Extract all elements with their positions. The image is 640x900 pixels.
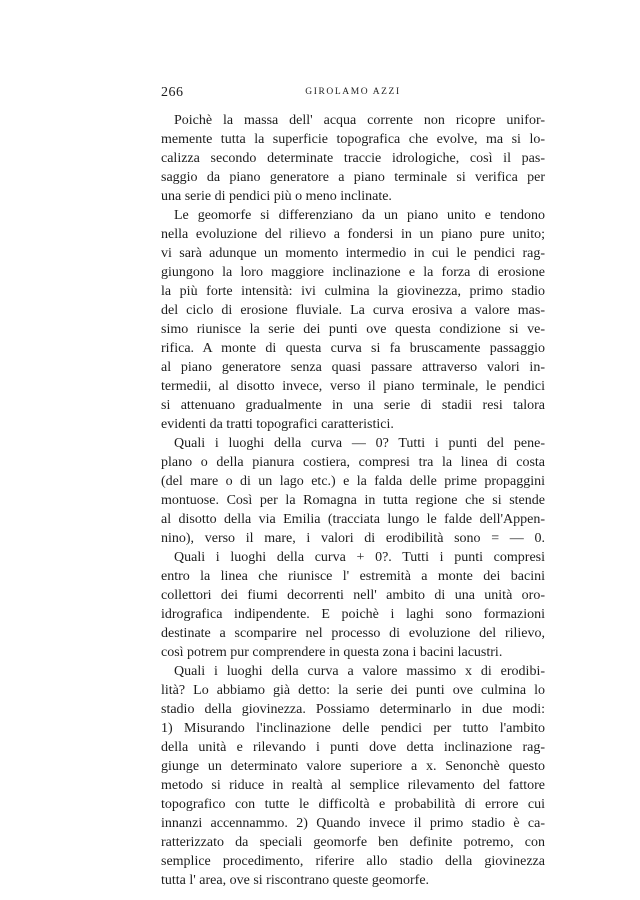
text-line: innanzi accennammo. 2) Quando invece il primo stadio è ca- [161, 816, 545, 831]
text-line: plano o della pianura costiera, compresi tra la linea di costa [161, 455, 545, 470]
text-line: calizza secondo determinate traccie idrologiche, così il pas- [161, 151, 545, 166]
text-line: giunge un determinato valore superiore a x. Senonchè questo [161, 759, 545, 774]
text-line: evidenti da tratti topografici caratteristici. [161, 417, 394, 432]
text-line: si attenuano gradualmente in una serie di stadii resi talora [161, 398, 545, 413]
page-header [161, 85, 545, 105]
text-line: semplice procedimento, riferire allo stadio della giovinezza [161, 854, 545, 869]
text-line: lità? Lo abbiamo già detto: la serie dei punti ove culmina lo [161, 683, 545, 698]
text-line: montuose. Così per la Romagna in tutta regione che si stende [161, 493, 545, 508]
text-line: giungono la loro maggiore inclinazione e la forza di erosione [161, 265, 545, 280]
text-line: idrografica indipendente. E poichè i laghi sono formazioni [161, 607, 545, 622]
text-line: topografico con tutte le difficoltà e probabilità di errore cui [161, 797, 545, 812]
text-line: tutta l' area, ove si riscontrano queste geomorfe. [161, 873, 430, 888]
text-line: simo riunisce la serie dei punti ove questa condizione si ve- [161, 322, 545, 337]
text-line: al disotto della via Emilia (tracciata lungo le falde dell'Appen- [161, 512, 545, 527]
text-line: (del mare o di un lago etc.) e la falda delle prime propaggini [161, 474, 545, 489]
text-line: Quali i luoghi della curva + 0?. Tutti i punti compresi [174, 550, 545, 565]
text-line: Le geomorfe si differenziano da un piano unito e tendono [174, 208, 545, 223]
text-line: termedii, al disotto invece, verso il piano terminale, le pendici [161, 379, 545, 394]
text-line: del ciclo di erosione fluviale. La curva erosiva a valore mas- [161, 303, 545, 318]
text-line: saggio da piano generatore a piano terminale si verifica per [161, 170, 545, 185]
body-text [161, 111, 545, 890]
text-line: 1) Misurando l'inclinazione delle pendici per tutto l'ambito [161, 721, 545, 736]
text-line: metodo si riduce in realtà al semplice rilevamento del fattore [161, 778, 545, 793]
text-line: memente tutta la superficie topografica che evolve, ma si lo- [161, 132, 545, 147]
text-line: destinate a scomparire nel processo di evoluzione del rilievo, [161, 626, 545, 641]
text-line: ratterizzato da speciali geomorfe ben definite potremo, con [161, 835, 545, 850]
text-line: rifica. A monte di questa curva si fa bruscamente passaggio [161, 341, 545, 356]
text-line: al piano generatore senza quasi passare attraverso valori in- [161, 360, 545, 375]
text-line: vi sarà adunque un momento intermedio in cui le pendici rag- [161, 246, 545, 261]
text-line: collettori dei fiumi decorrenti nell' ambito di una unità oro- [161, 588, 545, 603]
text-line: della unità e rilevando i punti dove detta inclinazione rag- [161, 740, 545, 755]
text-line: Quali i luoghi della curva — 0? Tutti i punti del pene- [174, 436, 545, 451]
page-number: 266 [161, 85, 184, 100]
text-line: Poichè la massa dell' acqua corrente non ricopre unifor- [174, 113, 545, 128]
text-line: nino), verso il mare, i valori di erodibilità sono = — 0. [161, 531, 545, 546]
text-line: una serie di pendici più o meno inclinate. [161, 189, 392, 204]
running-head: GIROLAMO AZZI [305, 87, 401, 97]
text-line: così potrem pur comprendere in questa zona i bacini lacustri. [161, 645, 503, 660]
text-line: entro la linea che riunisce l' estremità a monte dei bacini [161, 569, 545, 584]
text-line: stadio della giovinezza. Possiamo determinarlo in due modi: [161, 702, 545, 717]
text-line: nella evoluzione del rilievo a fondersi in un piano pure unito; [161, 227, 545, 242]
text-line: Quali i luoghi della curva a valore massimo x di erodibi- [174, 664, 545, 679]
text-line: la più forte intensità: ivi culmina la giovinezza, primo stadio [161, 284, 545, 299]
